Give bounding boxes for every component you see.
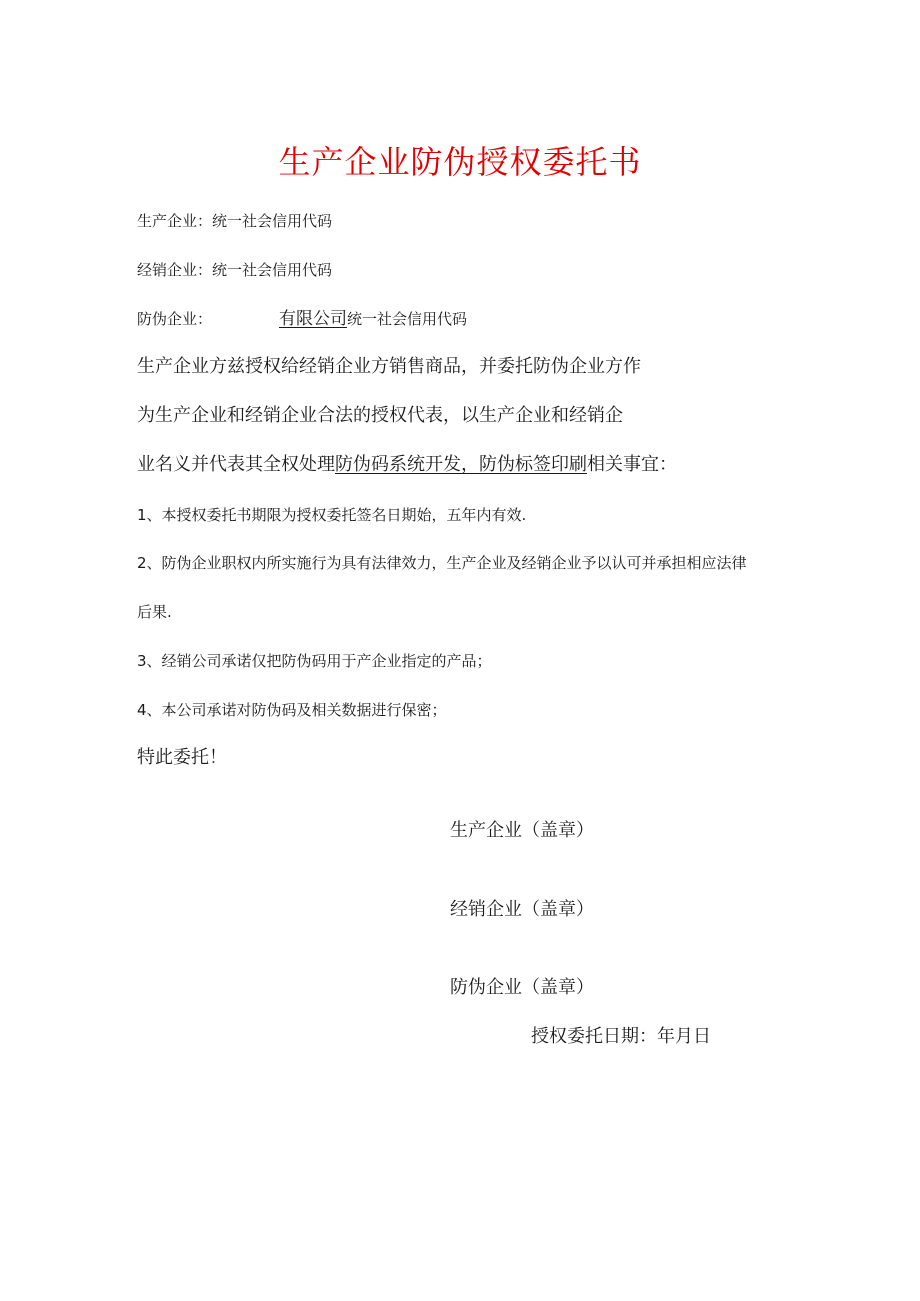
closing-statement: 特此委托！ bbox=[137, 747, 227, 768]
producer-seal-line: 生产企业（盖章） bbox=[450, 820, 594, 841]
distributor-seal-line: 经销企业（盖章） bbox=[450, 899, 594, 920]
producer-line bbox=[137, 210, 332, 232]
producer-credit-code-label: 统一社会信用代码 bbox=[212, 212, 333, 230]
clause-1: 1、本授权委托书期限为授权委托签名日期始，五年内有效. bbox=[137, 506, 527, 524]
authorization-date: 授权委托日期：年月日 bbox=[531, 1026, 711, 1047]
anticounterfeit-credit-code-label: 统一社会信用代码 bbox=[347, 310, 468, 328]
intro-line-3-end: 相关事宜： bbox=[587, 454, 677, 475]
intro-line-3 bbox=[137, 452, 677, 478]
anticounterfeit-line bbox=[137, 308, 467, 330]
intro-line-3-start: 业名义并代表其全权处理 bbox=[137, 454, 335, 475]
clause-3: 3、经销公司承诺仅把防伪码用于产企业指定的产品； bbox=[137, 652, 492, 670]
anticounterfeit-company-name: 有限公司 bbox=[279, 309, 347, 329]
authorized-matters: 防伪码系统开发，防伪标签印刷 bbox=[335, 454, 587, 475]
intro-line-1: 生产企业方兹授权给经销企业方销售商品，并委托防伪企业方作 bbox=[137, 356, 641, 377]
distributor-credit-code-label: 统一社会信用代码 bbox=[212, 261, 333, 279]
distributor-line bbox=[137, 259, 332, 281]
anticounterfeit-seal-line: 防伪企业（盖章） bbox=[450, 977, 594, 998]
producer-label: 生产企业： bbox=[137, 212, 213, 230]
clause-4: 4、本公司承诺对防伪码及相关数据进行保密； bbox=[137, 701, 447, 719]
anticounterfeit-label: 防伪企业： bbox=[137, 310, 213, 328]
clause-2-line-1: 2、防伪企业职权内所实施行为具有法律效力，生产企业及经销企业予以认可并承担相应法律 bbox=[137, 554, 747, 572]
clause-2-line-2: 后果. bbox=[137, 603, 172, 621]
intro-line-2: 为生产企业和经销企业合法的授权代表，以生产企业和经销企 bbox=[137, 405, 623, 426]
distributor-label: 经销企业： bbox=[137, 261, 213, 279]
document-title: 生产企业防伪授权委托书 bbox=[278, 143, 642, 181]
